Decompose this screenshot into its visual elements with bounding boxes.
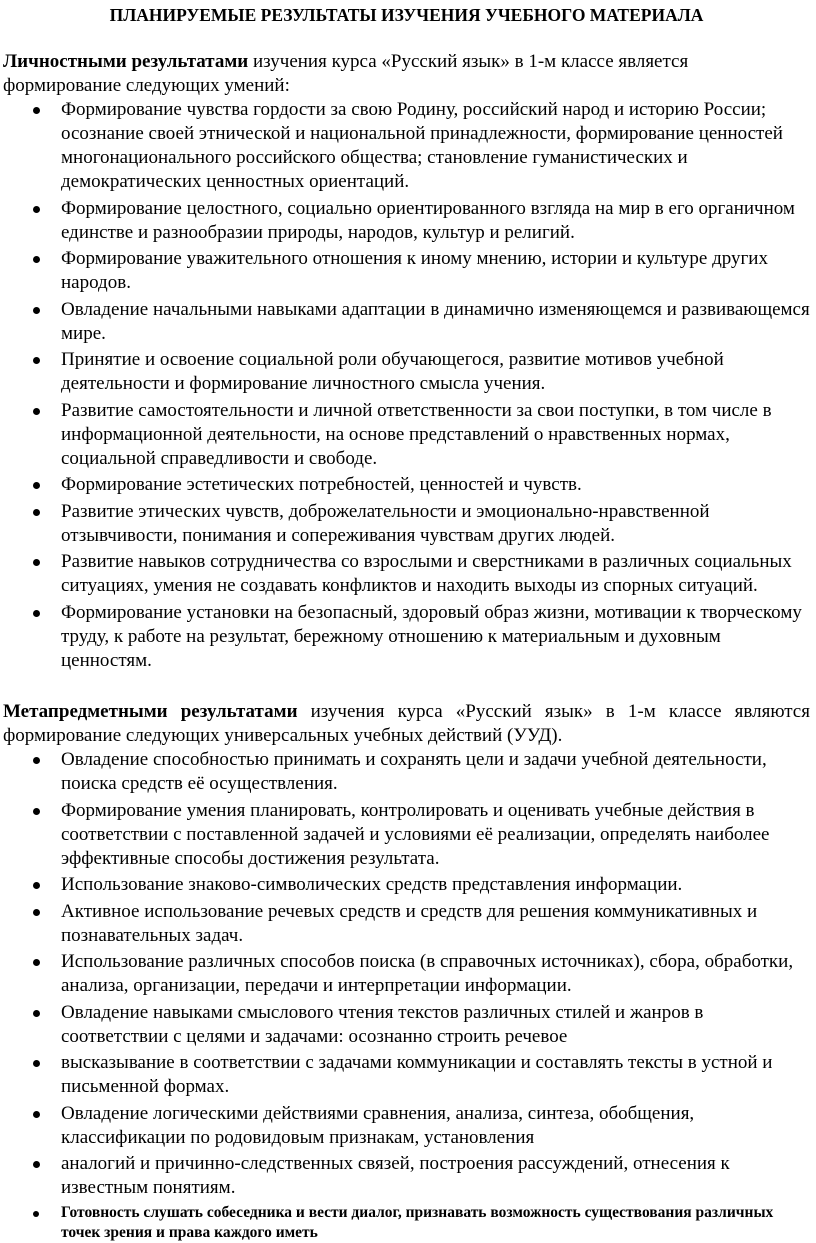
section-spacer	[3, 675, 810, 700]
personal-results-heading: Личностными результатами	[3, 51, 249, 72]
list-item: Овладение логическими действиями сравнения, анализа, синтеза, обобщения, классификации по родовидовым признакам, установления	[3, 1102, 810, 1150]
personal-results-list	[3, 98, 810, 673]
list-item: Использование различных способов поиска (в справочных источниках), сбора, обработки, анализа, организации, передачи и интерпретации информации.	[3, 950, 810, 998]
list-item: Овладение навыками смыслового чтения текстов различных стилей и жанров в соответствии с целями и задачами: осознанно строить речевое	[3, 1001, 810, 1049]
meta-results-intro	[3, 700, 810, 748]
list-item: Формирование чувства гордости за свою Родину, российский народ и историю России; осознание своей этнической и национальной принадлежности, формирование ценностей многонационального российского общества; становление гуманистических и демократических ценностных ориентаций.	[3, 98, 810, 194]
list-item: высказывание в соответствии с задачами коммуникации и составлять тексты в устной и письменной формах.	[3, 1051, 810, 1099]
list-item: Развитие этических чувств, доброжелательности и эмоционально-нравственной отзывчивости, понимания и сопереживания чувствам других людей.	[3, 500, 810, 548]
personal-results-intro	[3, 50, 810, 98]
list-item: Готовность слушать собеседника и вести диалог, признавать возможность существования различных точек зрения и права каждого иметь	[3, 1203, 810, 1243]
list-item: Формирование уважительного отношения к иному мнению, истории и культуре других народов.	[3, 247, 810, 295]
list-item: аналогий и причинно-следственных связей, построения рассуждений, отнесения к известным понятиям.	[3, 1152, 810, 1200]
meta-results-list	[3, 748, 810, 1243]
list-item: Активное использование речевых средств и средств для решения коммуникативных и познавательных задач.	[3, 900, 810, 948]
personal-results-intro-text: изучения курса «Русский язык» в 1-м классе является формирование следующих умений:	[3, 51, 689, 96]
list-item: Формирование эстетических потребностей, ценностей и чувств.	[3, 473, 810, 497]
page-title: ПЛАНИРУЕМЫЕ РЕЗУЛЬТАТЫ ИЗУЧЕНИЯ УЧЕБНОГО МАТЕРИАЛА	[109, 5, 704, 25]
list-item: Овладение начальными навыками адаптации в динамично изменяющемся и развивающемся мире.	[3, 298, 810, 346]
list-item: Использование знаково-символических средств представления информации.	[3, 873, 810, 897]
meta-results-heading: Метапредметными результатами	[3, 701, 298, 722]
list-item: Развитие навыков сотрудничества со взрослыми и сверстниками в различных социальных ситуациях, умения не создавать конфликтов и находить выходы из спорных ситуаций.	[3, 550, 810, 598]
list-item: Принятие и освоение социальной роли обучающегося, развитие мотивов учебной деятельности и формирование личностного смысла учения.	[3, 348, 810, 396]
list-item: Овладение способностью принимать и сохранять цели и задачи учебной деятельности, поиска средств её осуществления.	[3, 748, 810, 796]
list-item: Формирование умения планировать, контролировать и оценивать учебные действия в соответствии с поставленной задачей и условиями её реализации, определять наиболее эффективные способы достижения результата.	[3, 799, 810, 871]
list-item: Формирование целостного, социально ориентированного взгляда на мир в его органичном единстве и разнообразии природы, народов, культур и религий.	[3, 197, 810, 245]
meta-results-intro-text: изучения курса «Русский язык» в 1-м классе являются формирование следующих универсальных учебных действий (УУД).	[3, 701, 810, 746]
list-item: Развитие самостоятельности и личной ответственности за свои поступки, в том числе в информационной деятельности, на основе представлений о нравственных нормах, социальной справедливости и свободе.	[3, 399, 810, 471]
list-item: Формирование установки на безопасный, здоровый образ жизни, мотивации к творческому труду, к работе на результат, бережному отношению к материальным и духовным ценностям.	[3, 601, 810, 673]
